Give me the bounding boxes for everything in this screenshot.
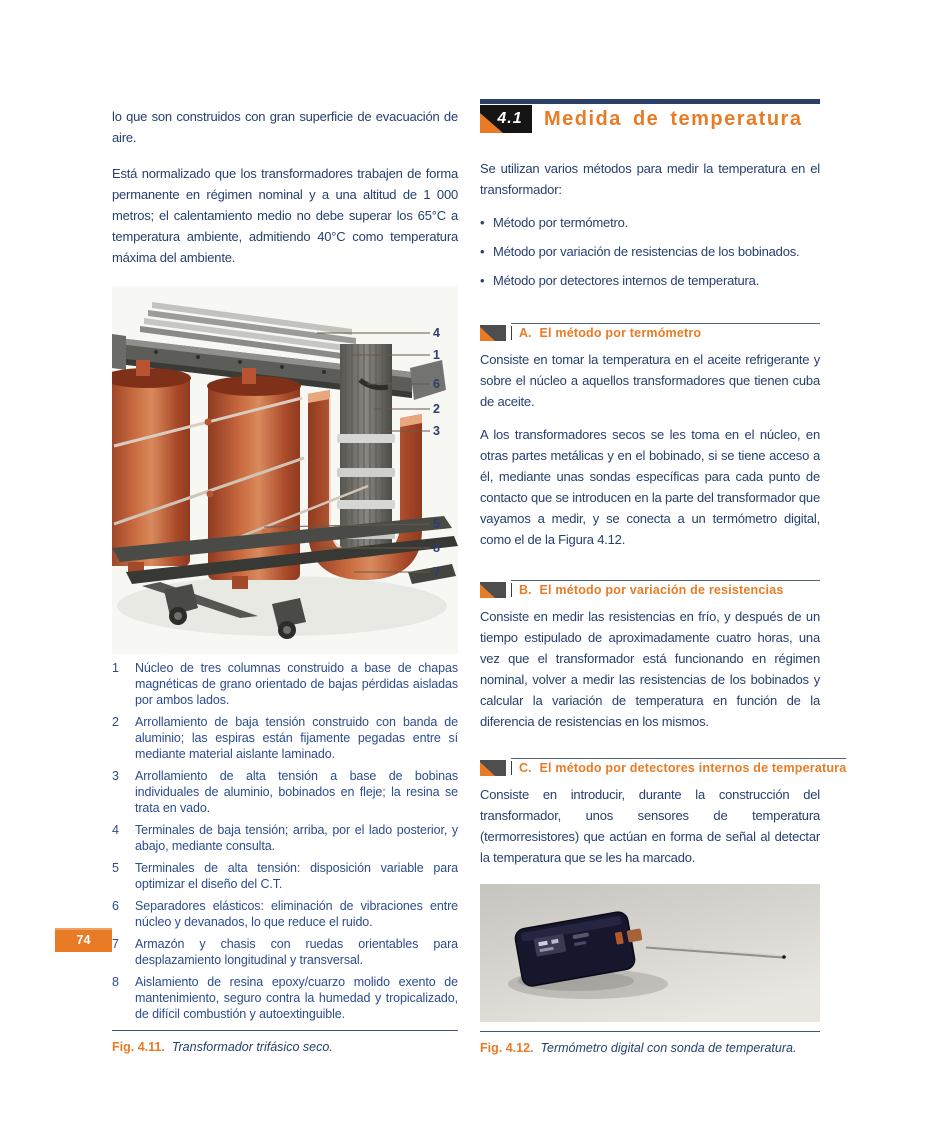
list-item — [112, 936, 458, 968]
paragraph: Consiste en introducir, durante la construcción del transformador, unos sensores de temperatura (termorresistores) que actúan en forma de señal al detectar la temperatura que se les ha marcado. — [480, 787, 820, 865]
item-number: 8 — [112, 975, 119, 989]
bullet-item: • Método por variación de resistencias de los bobinados. — [480, 241, 820, 262]
item-number: 3 — [112, 769, 119, 783]
subsection-header — [480, 580, 820, 598]
list-item — [112, 660, 458, 708]
thermometer-illustration — [480, 884, 820, 1022]
figure-callout: 1 — [433, 348, 440, 362]
list-item — [112, 714, 458, 762]
caption-divider — [112, 1030, 458, 1031]
subsection-b — [480, 580, 820, 732]
figure-caption-text: Transformador trifásico seco. — [171, 1040, 333, 1054]
item-text: Arrollamiento de baja tensión construido con banda de aluminio; las espiras están fijamente pegadas entre sí mediante material aislante laminado. — [135, 715, 458, 761]
subsection-c — [480, 758, 847, 868]
item-number: 4 — [112, 823, 119, 837]
item-text: Armazón y chasis con ruedas orientables para desplazamiento longitudinal y transversal. — [135, 937, 458, 967]
subsection-header — [480, 323, 820, 341]
item-number: 5 — [112, 861, 119, 875]
paragraph: lo que son construidos con gran superficie de evacuación de aire. — [112, 109, 458, 145]
right-column — [480, 99, 847, 1056]
subsection-badge-icon — [480, 325, 506, 341]
item-text: Núcleo de tres columnas construido a base de chapas magnéticas de grano orientado de bajas pérdidas aisladas por ambos lados. — [135, 661, 458, 707]
section-top-bar — [480, 99, 820, 104]
figure-callout: 2 — [433, 402, 440, 416]
figure-callout: 7 — [433, 565, 440, 579]
item-text: Terminales de baja tensión; arriba, por el lado posterior, y abajo, mediante consulta. — [135, 823, 458, 853]
item-text: Terminales de alta tensión: disposición variable para optimizar el diseño del C.T. — [135, 861, 458, 891]
subsection-letter: C. — [511, 761, 532, 775]
figure-callout: 6 — [433, 377, 440, 391]
section-header — [480, 105, 820, 133]
list-item — [112, 898, 458, 930]
section-number-badge — [480, 105, 532, 133]
subsection-letter: B. — [511, 583, 532, 597]
figure-callout: 3 — [433, 424, 440, 438]
transformer-illustration — [112, 286, 458, 654]
item-text: Aislamiento de resina epoxy/cuarzo molido exento de mantenimiento, seguro contra la humedad y tropicalizado, de difícil combustión y autoextinguible. — [135, 975, 458, 1021]
subsection-title: El método por termómetro — [539, 326, 702, 340]
caption-divider — [480, 1031, 820, 1032]
item-number: 6 — [112, 899, 119, 913]
parts-list — [112, 660, 458, 1022]
item-text: Separadores elásticos: eliminación de vibraciones entre núcleo y devanados, lo que reduce el ruido. — [135, 899, 458, 929]
paragraph: Consiste en medir las resistencias en frío, y después de un tiempo estipulado de aproximadamente cuatro horas, una vez que el transformador está funcionando en régimen nominal, volver a medir las resistencias de los bobinados y calcular la variación de temperatura en función de la diferencia de resistencias en los mismos. — [480, 609, 820, 729]
item-number: 7 — [112, 937, 119, 951]
figure-caption-label: Fig. 4.11. — [112, 1040, 165, 1054]
paragraph: Se utilizan varios métodos para medir la temperatura en el transformador: — [480, 161, 820, 197]
fig-4-12-thermometer-photo — [480, 884, 820, 1022]
subsection-title: El método por detectores internos de temperatura — [539, 761, 847, 775]
item-number: 1 — [112, 661, 119, 675]
subsection-a — [480, 323, 820, 550]
figure-caption-label: Fig. 4.12. — [480, 1041, 534, 1055]
subsection-title: El método por variación de resistencias — [539, 583, 784, 597]
fig-4-11-transformer-photo — [112, 286, 458, 654]
page-number-badge: 74 — [55, 928, 112, 952]
subsection-badge-icon — [480, 582, 506, 598]
figure-callout: 5 — [433, 517, 440, 531]
figure-caption — [480, 1040, 820, 1056]
subsection-badge-icon — [480, 760, 506, 776]
paragraph: A los transformadores secos se les toma en el núcleo, en otras partes metálicas y en el bobinado, si se tiene acceso a él, mediante unas sondas específicas para cada punto de contacto que se introducen en la parte del transformador que vayamos a medir, y se conecta a un termómetro digital, como el de la Figura 4.12. — [480, 427, 820, 547]
section-title: Medida de temperatura — [544, 107, 803, 130]
bullet-item: • Método por detectores internos de temperatura. — [480, 270, 820, 291]
figure-caption-text: Termómetro digital con sonda de temperatura. — [540, 1041, 797, 1055]
bullet-item: • Método por termómetro. — [480, 212, 820, 233]
list-item — [112, 768, 458, 816]
paragraph: Consiste en tomar la temperatura en el aceite refrigerante y sobre el núcleo a aquellos transformadores que tienen cuba de aceite. — [480, 352, 820, 409]
left-column — [112, 106, 458, 1055]
subsection-header — [480, 758, 847, 776]
section-number: 4.1 — [497, 110, 523, 127]
methods-bullet-list — [480, 212, 820, 291]
list-item — [112, 974, 458, 1022]
list-item — [112, 822, 458, 854]
subsection-letter: A. — [511, 326, 532, 340]
item-number: 2 — [112, 715, 119, 729]
item-text: Arrollamiento de alta tensión a base de bobinas individuales de aluminio, bobinados en fleje; la resina se trata en vado. — [135, 769, 458, 815]
figure-callout: 4 — [433, 326, 440, 340]
list-item — [112, 860, 458, 892]
figure-callout: 8 — [433, 541, 440, 555]
paragraph: Está normalizado que los transformadores trabajen de forma permanente en régimen nominal y a una altitud de 1 000 metros; el calentamiento medio no debe superar los 65°C a temperatura ambiente, admitiendo 40°C como temperatura máxima del ambiente. — [112, 166, 458, 265]
figure-caption — [112, 1039, 458, 1055]
